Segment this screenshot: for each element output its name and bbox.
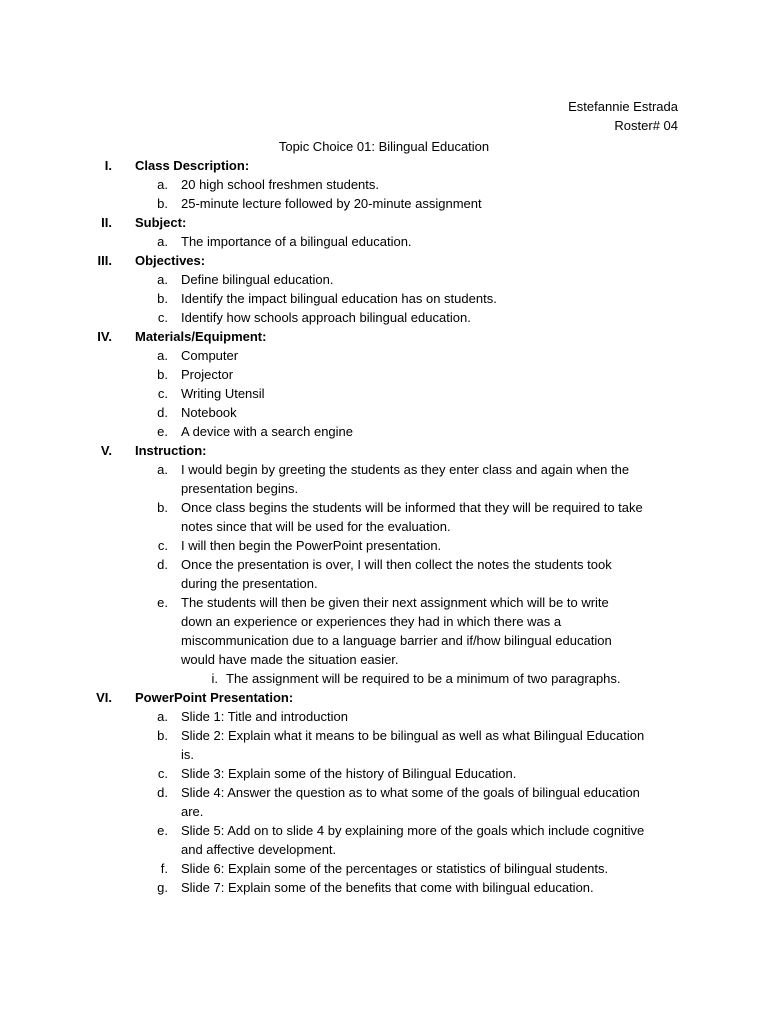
list-item bbox=[0, 878, 768, 897]
list-item bbox=[0, 232, 768, 251]
item-letter: b. bbox=[157, 367, 168, 382]
item-text: 20 high school freshmen students. bbox=[181, 177, 380, 192]
section-heading: Instruction: bbox=[135, 443, 207, 458]
list-item bbox=[0, 308, 768, 327]
document-title: Topic Choice 01: Bilingual Education bbox=[278, 139, 490, 154]
section-heading-row bbox=[0, 327, 768, 346]
item-text: A device with a search engine bbox=[181, 424, 353, 439]
item-text: Once class begins the students will be informed that they will be required to take notes since that will be used for the evaluation. bbox=[181, 500, 643, 534]
item-text: Define bilingual education. bbox=[181, 272, 334, 287]
list-item bbox=[0, 764, 768, 783]
item-letter: d. bbox=[157, 557, 168, 572]
roster-number: Roster# 04 bbox=[614, 118, 678, 133]
item-letter: b. bbox=[157, 291, 168, 306]
item-text: Slide 2: Explain what it means to be bilingual as well as what Bilingual Education is. bbox=[181, 728, 645, 762]
list-item bbox=[0, 498, 768, 536]
item-letter: a. bbox=[157, 177, 168, 192]
item-text: I will then begin the PowerPoint presentation. bbox=[181, 538, 442, 553]
section-instruction bbox=[0, 441, 768, 688]
item-letter: b. bbox=[157, 500, 168, 515]
item-text: Slide 1: Title and introduction bbox=[181, 709, 348, 724]
section-heading: PowerPoint Presentation: bbox=[135, 690, 294, 705]
section-objectives bbox=[0, 251, 768, 327]
item-letter: e. bbox=[157, 823, 168, 838]
item-text: Slide 3: Explain some of the history of Bilingual Education. bbox=[181, 766, 517, 781]
section-heading: Class Description: bbox=[135, 158, 250, 173]
item-letter: e. bbox=[157, 595, 168, 610]
section-heading: Subject: bbox=[135, 215, 187, 230]
section-heading: Objectives: bbox=[135, 253, 206, 268]
list-item bbox=[0, 194, 768, 213]
list-item bbox=[0, 384, 768, 403]
section-heading: Materials/Equipment: bbox=[135, 329, 267, 344]
list-item bbox=[0, 821, 768, 859]
section-materials bbox=[0, 327, 768, 441]
item-letter: e. bbox=[157, 424, 168, 439]
item-text: Projector bbox=[181, 367, 234, 382]
item-letter: a. bbox=[157, 272, 168, 287]
list-item bbox=[0, 859, 768, 878]
item-letter: c. bbox=[157, 766, 168, 781]
section-class-description bbox=[0, 156, 768, 213]
section-numeral: II. bbox=[101, 215, 112, 230]
item-text: Computer bbox=[181, 348, 239, 363]
list-item bbox=[0, 555, 768, 593]
item-text: The students will then be given their next assignment which will be to write down an experience or experiences they had in which there was a miscommunication due to a language barrier and if/how bilingual education would have made the situation easier. bbox=[181, 595, 612, 667]
list-item bbox=[0, 270, 768, 289]
subitem-numeral: i. bbox=[211, 671, 218, 686]
section-numeral: I. bbox=[104, 158, 112, 173]
item-letter: a. bbox=[157, 709, 168, 724]
item-letter: c. bbox=[157, 538, 168, 553]
list-item bbox=[0, 289, 768, 308]
section-subject bbox=[0, 213, 768, 251]
section-heading-row bbox=[0, 251, 768, 270]
item-text: Slide 6: Explain some of the percentages or statistics of bilingual students. bbox=[181, 861, 609, 876]
sub-list-item bbox=[0, 669, 768, 688]
item-letter: a. bbox=[157, 348, 168, 363]
section-numeral: IV. bbox=[97, 329, 112, 344]
section-heading-row bbox=[0, 213, 768, 232]
subitem-text: The assignment will be required to be a minimum of two paragraphs. bbox=[226, 671, 621, 686]
section-numeral: VI. bbox=[96, 690, 112, 705]
item-text: The importance of a bilingual education. bbox=[181, 234, 412, 249]
item-text: 25-minute lecture followed by 20-minute assignment bbox=[181, 196, 482, 211]
item-letter: g. bbox=[157, 880, 168, 895]
item-text: Identify the impact bilingual education has on students. bbox=[181, 291, 497, 306]
item-text: Identify how schools approach bilingual education. bbox=[181, 310, 471, 325]
section-heading-row bbox=[0, 688, 768, 707]
item-text: Slide 5: Add on to slide 4 by explaining more of the goals which include cognitive and affective development. bbox=[181, 823, 645, 857]
item-letter: f. bbox=[160, 861, 168, 876]
item-letter: a. bbox=[157, 462, 168, 477]
section-numeral: V. bbox=[100, 443, 112, 458]
item-letter: c. bbox=[157, 310, 168, 325]
section-numeral: III. bbox=[97, 253, 112, 268]
list-item bbox=[0, 536, 768, 555]
item-text: Once the presentation is over, I will then collect the notes the students took during the presentation. bbox=[181, 557, 612, 591]
list-item bbox=[0, 726, 768, 764]
section-heading-row bbox=[0, 156, 768, 175]
list-item bbox=[0, 783, 768, 821]
list-item bbox=[0, 365, 768, 384]
item-text: I would begin by greeting the students as they enter class and again when the presentation begins. bbox=[181, 462, 630, 496]
item-letter: d. bbox=[157, 405, 168, 420]
item-text: Slide 4: Answer the question as to what some of the goals of bilingual education are. bbox=[181, 785, 640, 819]
list-item bbox=[0, 460, 768, 498]
item-letter: c. bbox=[157, 386, 168, 401]
list-item bbox=[0, 346, 768, 365]
item-letter: d. bbox=[157, 785, 168, 800]
section-heading-row bbox=[0, 441, 768, 460]
list-item bbox=[0, 403, 768, 422]
list-item bbox=[0, 422, 768, 441]
section-powerpoint bbox=[0, 688, 768, 897]
list-item bbox=[0, 175, 768, 194]
item-letter: b. bbox=[157, 728, 168, 743]
item-text: Slide 7: Explain some of the benefits that come with bilingual education. bbox=[181, 880, 594, 895]
author-name: Estefannie Estrada bbox=[568, 99, 678, 114]
list-item bbox=[0, 707, 768, 726]
item-letter: b. bbox=[157, 196, 168, 211]
item-text: Writing Utensil bbox=[181, 386, 265, 401]
list-item bbox=[0, 593, 768, 669]
item-text: Notebook bbox=[181, 405, 237, 420]
item-letter: a. bbox=[157, 234, 168, 249]
outline bbox=[0, 156, 768, 897]
